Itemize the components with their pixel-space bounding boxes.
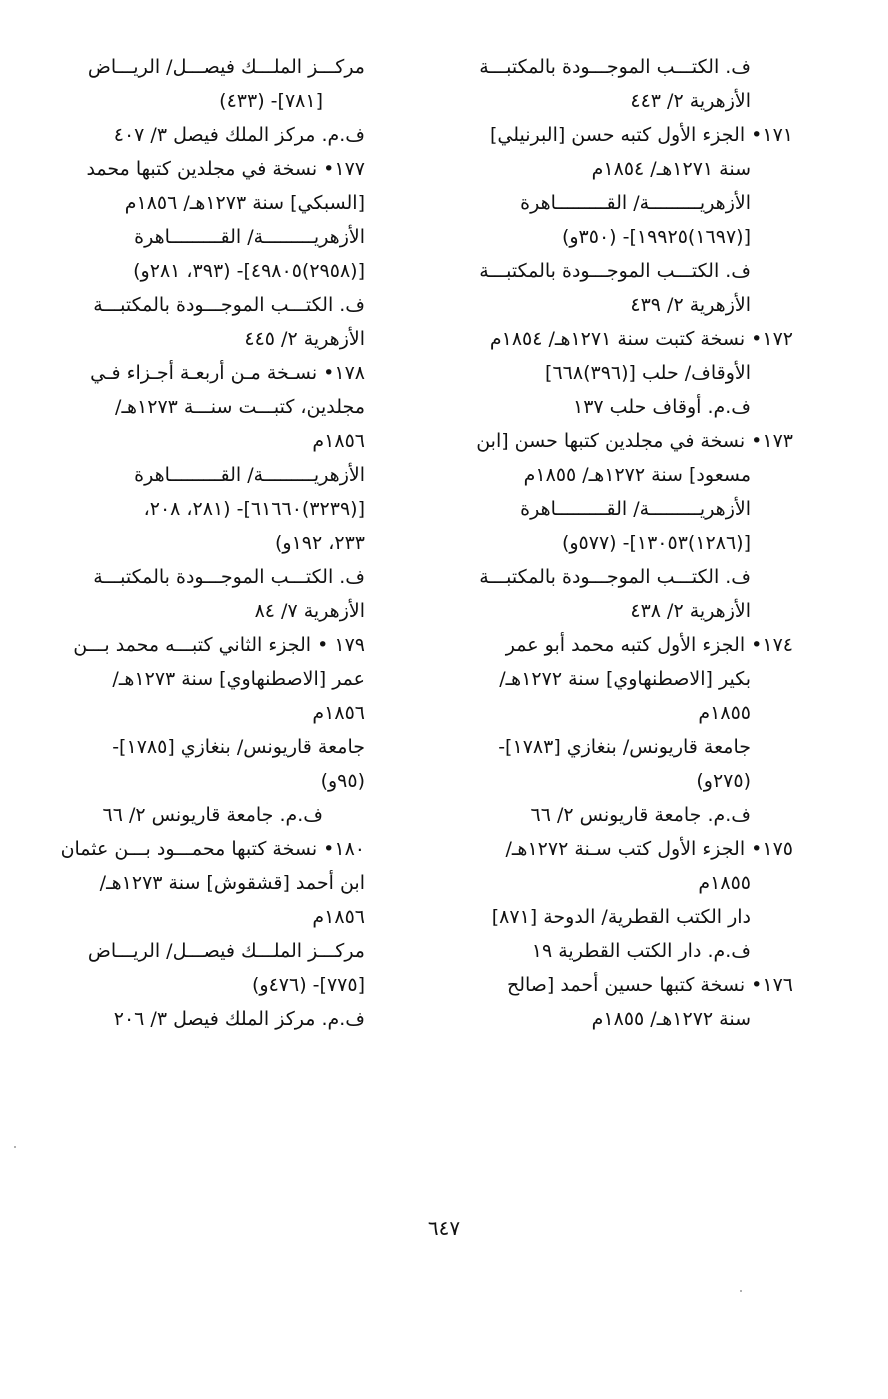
left-column-line: جامعة قاريونس/ بنغازي [١٧٨٥]- — [112, 736, 365, 758]
right-column-line: ١٧٦• نسخة كتبها حسين أحمد [صالح — [506, 974, 793, 996]
left-column-line: [(٢٩٥٨)٤٩٨٠٥]- (٣٩٣، ٢٨١و) — [133, 260, 365, 282]
right-column-line: ١٧١• الجزء الأول كتبه حسن [البرنيلي] — [490, 124, 793, 146]
right-column-line: ١٧٤• الجزء الأول كتبه محمد أبو عمر — [505, 634, 793, 656]
left-column-line: ١٧٧• نسخة في مجلدين كتبها محمد — [86, 158, 365, 180]
right-column-line: ١٧٥• الجزء الأول كتب سـنة ١٢٧٢هـ/ — [505, 838, 793, 860]
left-column-line: ١٧٨• نسـخة مـن أربعـة أجـزاء فـي — [90, 362, 365, 384]
left-column-line: الأزهريـــــــــة/ القـــــــــاهرة — [134, 226, 365, 248]
left-column — [60, 50, 365, 1036]
right-column-line: الأزهرية ٢/ ٤٣٩ — [630, 294, 751, 316]
left-column-line: ١٨٠• نسخة كتبها محمـــود بـــن عثمان — [60, 838, 365, 860]
right-column-line: (٢٧٥و) — [696, 770, 751, 792]
right-column-line: [(١٦٩٧)١٩٩٢٥]- (٣٥٠و) — [561, 226, 751, 248]
right-column-line: سنة ١٢٧١هـ/ ١٨٥٤م — [591, 158, 751, 180]
right-column — [448, 50, 793, 1036]
left-column-line: ١٨٥٦م — [312, 906, 365, 928]
right-column-line: الأزهرية ٢/ ٤٤٣ — [630, 90, 751, 112]
left-column-line: ١٧٩ • الجزء الثاني كتبـــه محمد بـــن — [73, 634, 365, 656]
left-column-line: الأزهرية ٧/ ٨٤ — [254, 600, 365, 622]
left-column-line: مركـــز الملـــك فيصـــل/ الريـــاض — [87, 940, 365, 962]
right-column-line: دار الكتب القطرية/ الدوحة [٨٧١] — [491, 906, 751, 928]
right-column-line: ١٧٢• نسخة كتبت سنة ١٢٧١هـ/ ١٨٥٤م — [489, 328, 793, 350]
right-column-line: سنة ١٢٧٢هـ/ ١٨٥٥م — [591, 1008, 751, 1030]
right-column-line: الأزهريـــــــــة/ القـــــــــاهرة — [520, 498, 751, 520]
right-column-line: الأزهرية ٢/ ٤٣٨ — [630, 600, 751, 622]
right-column-line: ١٧٣• نسخة في مجلدين كتبها حسن [ابن — [476, 430, 793, 452]
left-column-line: ١٨٥٦م — [312, 702, 365, 724]
left-column-line: [٧٧٥]- (٤٧٦و) — [252, 974, 365, 996]
left-column-line: ف. الكتـــب الموجـــودة بالمكتبـــة — [93, 294, 365, 316]
right-column-line: ١٨٥٥م — [698, 702, 751, 724]
left-column-line: مجلدين، كتبـــت سنـــة ١٢٧٣هـ/ — [115, 396, 365, 418]
left-column-line: [(٣٢٣٩)٦١٦٦٠]- (٢٨١، ٢٠٨، — [143, 498, 365, 520]
right-column-line: جامعة قاريونس/ بنغازي [١٧٨٣]- — [498, 736, 751, 758]
right-column-line: الأوقاف/ حلب [(٣٩٦)٦٦٨] — [545, 362, 751, 384]
right-column-line: بكير [الاصطنهاوي] سنة ١٢٧٢هـ/ — [499, 668, 751, 690]
right-column-line: ف.م. دار الكتب القطرية ١٩ — [531, 940, 751, 962]
left-column-line: الأزهريـــــــــة/ القـــــــــاهرة — [134, 464, 365, 486]
left-column-line: (٩٥و) — [320, 770, 365, 792]
right-column-line: ف. الكتـــب الموجـــودة بالمكتبـــة — [479, 56, 751, 78]
left-column-line: ابن أحمد [قشقوش] سنة ١٢٧٣هـ/ — [99, 872, 365, 894]
page-number: ٦٤٧ — [427, 1216, 461, 1240]
left-column-line: [السبكي] سنة ١٢٧٣هـ/ ١٨٥٦م — [124, 192, 365, 214]
right-column-line: [(١٢٨٦)١٣٠٥٣]- (٥٧٧و) — [561, 532, 751, 554]
right-column-line: ف.م. جامعة قاريونس ٢/ ٦٦ — [530, 804, 751, 826]
left-column-line: مركـــز الملـــك فيصـــل/ الريـــاض — [87, 56, 365, 78]
right-column-line: مسعود] سنة ١٢٧٢هـ/ ١٨٥٥م — [523, 464, 751, 486]
left-column-line: ف.م. جامعة قاريونس ٢/ ٦٦ — [102, 804, 323, 826]
left-column-line: ١٨٥٦م — [312, 430, 365, 452]
left-column-line: [٧٨١]- (٤٣٣) — [219, 90, 323, 112]
left-column-line: الأزهرية ٢/ ٤٤٥ — [244, 328, 365, 350]
scan-speck — [740, 1290, 742, 1292]
right-column-line: ١٨٥٥م — [698, 872, 751, 894]
right-column-line: ف.م. أوقاف حلب ١٣٧ — [573, 396, 751, 418]
right-column-line: ف. الكتـــب الموجـــودة بالمكتبـــة — [479, 260, 751, 282]
left-column-line: ف.م. مركز الملك فيصل ٣/ ٤٠٧ — [113, 124, 365, 146]
left-column-line: ٢٣٣، ١٩٢و) — [274, 532, 365, 554]
left-column-line: ف. الكتـــب الموجـــودة بالمكتبـــة — [93, 566, 365, 588]
right-column-line: الأزهريـــــــــة/ القـــــــــاهرة — [520, 192, 751, 214]
scan-speck — [14, 1146, 16, 1148]
left-column-line: ف.م. مركز الملك فيصل ٣/ ٢٠٦ — [113, 1008, 365, 1030]
right-column-line: ف. الكتـــب الموجـــودة بالمكتبـــة — [479, 566, 751, 588]
left-column-line: عمر [الاصطنهاوي] سنة ١٢٧٣هـ/ — [112, 668, 365, 690]
